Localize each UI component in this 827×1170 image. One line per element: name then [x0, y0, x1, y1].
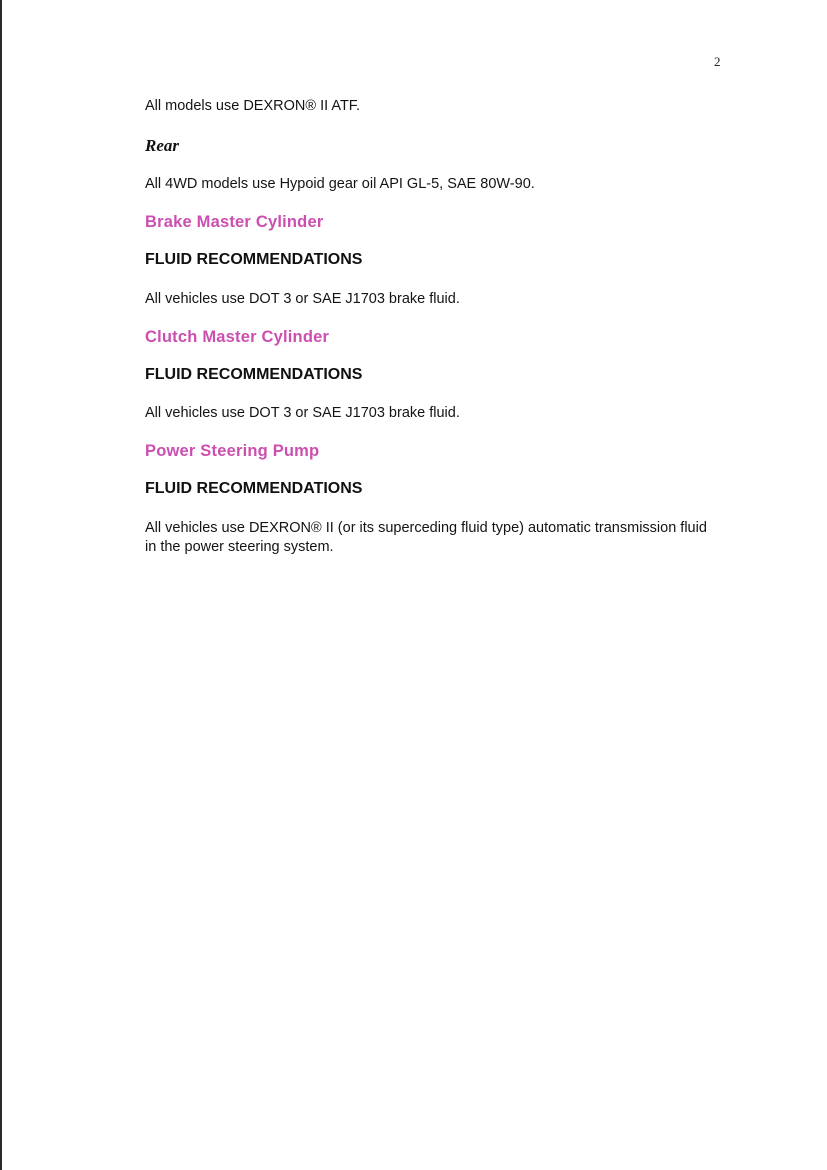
clutch-fluid-recommendations-heading: FLUID RECOMMENDATIONS: [145, 366, 363, 383]
brake-fluid-recommendations-heading: FLUID RECOMMENDATIONS: [145, 251, 363, 268]
power-steering-pump-title: Power Steering Pump: [145, 442, 320, 460]
page-number: 2: [714, 54, 721, 69]
brake-fluid-text: All vehicles use DOT 3 or SAE J1703 brake fluid.: [145, 291, 460, 307]
power-steering-fluid-recommendations-heading: FLUID RECOMMENDATIONS: [145, 480, 363, 497]
clutch-fluid-text: All vehicles use DOT 3 or SAE J1703 brake fluid.: [145, 405, 460, 421]
scan-edge-border: [0, 0, 2, 1170]
rear-fluid-text: All 4WD models use Hypoid gear oil API GL-5, SAE 80W-90.: [145, 176, 535, 192]
clutch-master-cylinder-title: Clutch Master Cylinder: [145, 328, 330, 346]
brake-master-cylinder-title: Brake Master Cylinder: [145, 213, 324, 231]
rear-heading: Rear: [145, 136, 179, 155]
power-steering-fluid-text: All vehicles use DEXRON® II (or its superceding fluid type) automatic transmission fluid in the power steering system.: [145, 520, 707, 555]
transmission-fluid-text: All models use DEXRON® II ATF.: [145, 98, 361, 114]
